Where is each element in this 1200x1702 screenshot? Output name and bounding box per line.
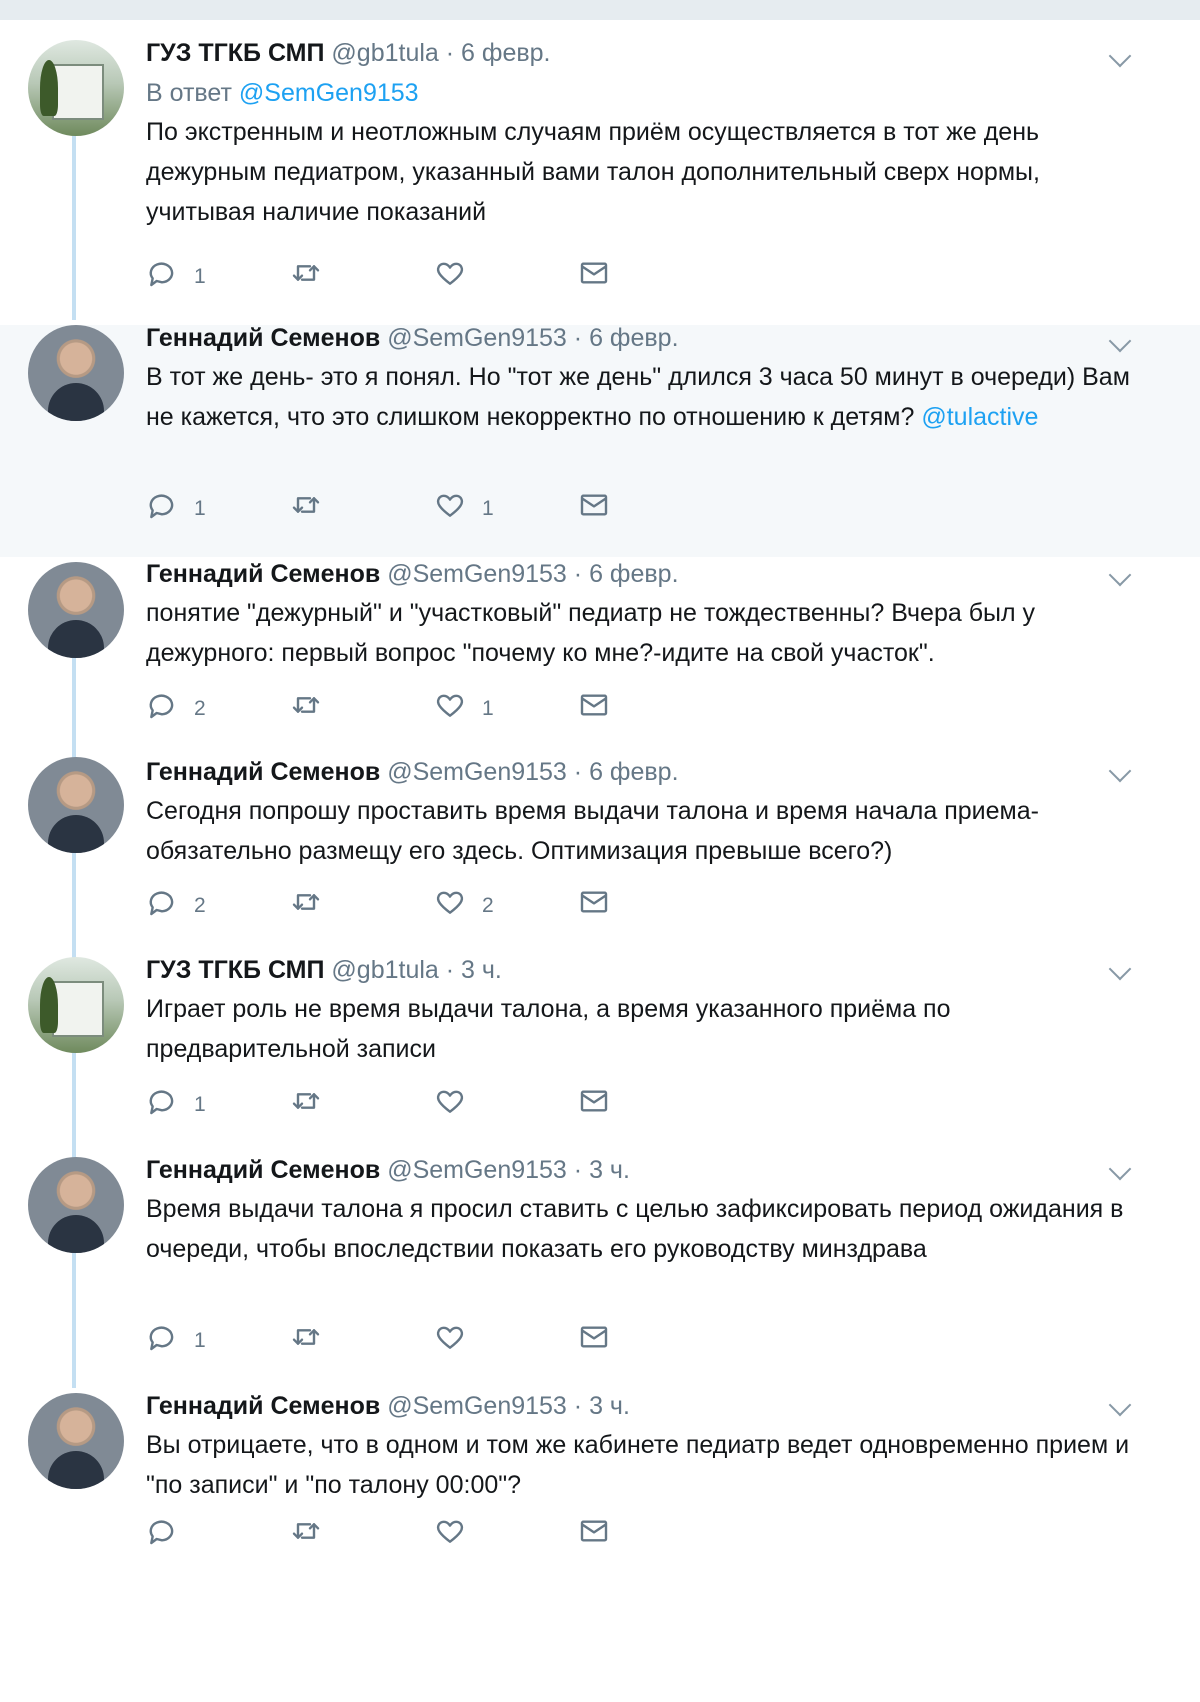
retweet-icon: [290, 1085, 322, 1117]
tweet-body: Играет роль не время выдачи талона, а время указанного приёма по предварительной записи: [146, 995, 951, 1063]
tweet-text: [146, 1425, 1152, 1505]
tweet-text: [146, 112, 1152, 232]
like-button[interactable]: [434, 485, 494, 525]
author-name[interactable]: ГУЗ ТГКБ СМП: [146, 39, 325, 67]
avatar[interactable]: [28, 562, 124, 658]
avatar[interactable]: [28, 40, 124, 136]
mention-link[interactable]: @tulactive: [921, 403, 1039, 431]
tweet-body: Сегодня попрошу проставить время выдачи талона и время начала приема-обязательно размещу его здесь. Оптимизация превыше всего?): [146, 797, 1039, 865]
retweet-button[interactable]: [290, 882, 338, 922]
direct-message-button[interactable]: [578, 485, 610, 525]
direct-message-button[interactable]: [578, 1511, 610, 1551]
envelope-icon: [578, 257, 610, 289]
tweet-body: Время выдачи талона я просил ставить с целью зафиксировать период ожидания в очереди, чтобы впоследствии показать его руководству минздрава: [146, 1195, 1124, 1263]
avatar[interactable]: [28, 757, 124, 853]
like-button[interactable]: [434, 253, 482, 293]
tweet-text: [146, 1189, 1152, 1269]
reply-icon: [146, 257, 178, 289]
reply-icon: [146, 1515, 178, 1547]
reply-button[interactable]: [146, 882, 206, 922]
reply-icon: [146, 489, 178, 521]
reply-icon: [146, 886, 178, 918]
author-handle[interactable]: @gb1tula: [331, 39, 439, 67]
author-handle[interactable]: @gb1tula: [331, 956, 439, 984]
reply-button[interactable]: [146, 485, 206, 525]
reply-count: 1: [194, 1093, 206, 1116]
tweet-header: [146, 557, 1152, 591]
like-button[interactable]: [434, 1081, 482, 1121]
envelope-icon: [578, 1085, 610, 1117]
tweet-body: В тот же день- это я понял. Но "тот же день" длился 3 часа 50 минут в очереди) Вам не кажется, что это слишком некорректно по отношению к детям?: [146, 363, 1130, 431]
heart-icon: [434, 1321, 466, 1353]
tweet[interactable]: [0, 957, 1200, 1157]
tweet-header: [146, 1389, 1152, 1423]
retweet-icon: [290, 689, 322, 721]
retweet-button[interactable]: [290, 1511, 338, 1551]
heart-icon: [434, 257, 466, 289]
avatar[interactable]: [28, 325, 124, 421]
tweet-text: [146, 989, 1152, 1069]
retweet-button[interactable]: [290, 1317, 338, 1357]
envelope-icon: [578, 1515, 610, 1547]
like-count: 1: [482, 497, 494, 520]
author-handle[interactable]: @SemGen9153: [387, 758, 567, 786]
like-count: 1: [482, 697, 494, 720]
reply-to-link[interactable]: @SemGen9153: [238, 79, 419, 107]
tweet[interactable]: [0, 1157, 1200, 1389]
reply-icon: [146, 689, 178, 721]
timestamp[interactable]: · 6 февр.: [573, 324, 679, 352]
tweet-header: [146, 755, 1152, 789]
top-separator: [0, 0, 1200, 20]
reply-button[interactable]: [146, 253, 206, 293]
author-name[interactable]: Геннадий Семенов: [146, 1156, 381, 1184]
direct-message-button[interactable]: [578, 253, 610, 293]
tweet-header: [146, 36, 1152, 70]
author-name[interactable]: Геннадий Семенов: [146, 560, 381, 588]
timestamp[interactable]: · 6 февр.: [573, 560, 679, 588]
tweet-text: [146, 791, 1152, 871]
reply-icon: [146, 1321, 178, 1353]
avatar[interactable]: [28, 1393, 124, 1489]
timestamp[interactable]: · 6 февр.: [445, 39, 551, 67]
tweet-header: [146, 953, 1152, 987]
like-button[interactable]: [434, 1511, 482, 1551]
timestamp[interactable]: · 3 ч.: [573, 1156, 630, 1184]
like-button[interactable]: [434, 882, 494, 922]
heart-icon: [434, 1515, 466, 1547]
direct-message-button[interactable]: [578, 882, 610, 922]
tweet[interactable]: [0, 1389, 1200, 1702]
reply-context: [146, 76, 1152, 110]
retweet-button[interactable]: [290, 685, 338, 725]
heart-icon: [434, 689, 466, 721]
heart-icon: [434, 1085, 466, 1117]
tweet-body: По экстренным и неотложным случаям приём осуществляется в тот же день дежурным педиатром, указанный вами талон дополнительный сверх нормы, учитывая наличие показаний: [146, 118, 1040, 226]
reply-prefix: В ответ: [146, 79, 232, 107]
retweet-button[interactable]: [290, 1081, 338, 1121]
retweet-icon: [290, 257, 322, 289]
tweet-body: Вы отрицаете, что в одном и том же кабинете педиатр ведет одновременно прием и "по записи" и "по талону 00:00"?: [146, 1431, 1130, 1499]
envelope-icon: [578, 489, 610, 521]
tweet[interactable]: [0, 20, 1200, 325]
tweet[interactable]: [0, 757, 1200, 957]
reply-button[interactable]: [146, 1081, 206, 1121]
heart-icon: [434, 489, 466, 521]
avatar[interactable]: [28, 957, 124, 1053]
avatar[interactable]: [28, 1157, 124, 1253]
reply-count: 2: [194, 894, 206, 917]
reply-count: 1: [194, 265, 206, 288]
reply-count: 1: [194, 1329, 206, 1352]
tweet[interactable]: [0, 557, 1200, 757]
retweet-icon: [290, 886, 322, 918]
like-count: 2: [482, 894, 494, 917]
reply-count: 2: [194, 697, 206, 720]
like-button[interactable]: [434, 1317, 482, 1357]
author-name[interactable]: Геннадий Семенов: [146, 324, 381, 352]
tweet-body: понятие "дежурный" и "участковый" педиатр не тождественны? Вчера был у дежурного: первый вопрос "почему ко мне?-идите на свой участок".: [146, 599, 1036, 667]
author-handle[interactable]: @SemGen9153: [387, 1156, 567, 1184]
like-button[interactable]: [434, 685, 494, 725]
heart-icon: [434, 886, 466, 918]
author-handle[interactable]: @SemGen9153: [387, 324, 567, 352]
retweet-button[interactable]: [290, 253, 338, 293]
retweet-icon: [290, 489, 322, 521]
author-name[interactable]: Геннадий Семенов: [146, 758, 381, 786]
tweet-header: [146, 321, 1152, 355]
tweet-text: [146, 593, 1152, 673]
reply-button[interactable]: [146, 1317, 206, 1357]
tweet[interactable]: [0, 325, 1200, 557]
direct-message-button[interactable]: [578, 1081, 610, 1121]
retweet-button[interactable]: [290, 485, 338, 525]
timestamp[interactable]: · 3 ч.: [573, 1392, 630, 1420]
reply-icon: [146, 1085, 178, 1117]
timestamp[interactable]: · 3 ч.: [445, 956, 502, 984]
direct-message-button[interactable]: [578, 1317, 610, 1357]
envelope-icon: [578, 886, 610, 918]
direct-message-button[interactable]: [578, 685, 610, 725]
author-name[interactable]: Геннадий Семенов: [146, 1392, 381, 1420]
timestamp[interactable]: · 6 февр.: [573, 758, 679, 786]
author-handle[interactable]: @SemGen9153: [387, 560, 567, 588]
envelope-icon: [578, 1321, 610, 1353]
retweet-icon: [290, 1321, 322, 1353]
envelope-icon: [578, 689, 610, 721]
reply-count: 1: [194, 497, 206, 520]
reply-button[interactable]: [146, 1511, 194, 1551]
author-name[interactable]: ГУЗ ТГКБ СМП: [146, 956, 325, 984]
reply-button[interactable]: [146, 685, 206, 725]
tweet-text: [146, 357, 1152, 437]
tweet-header: [146, 1153, 1152, 1187]
retweet-icon: [290, 1515, 322, 1547]
author-handle[interactable]: @SemGen9153: [387, 1392, 567, 1420]
